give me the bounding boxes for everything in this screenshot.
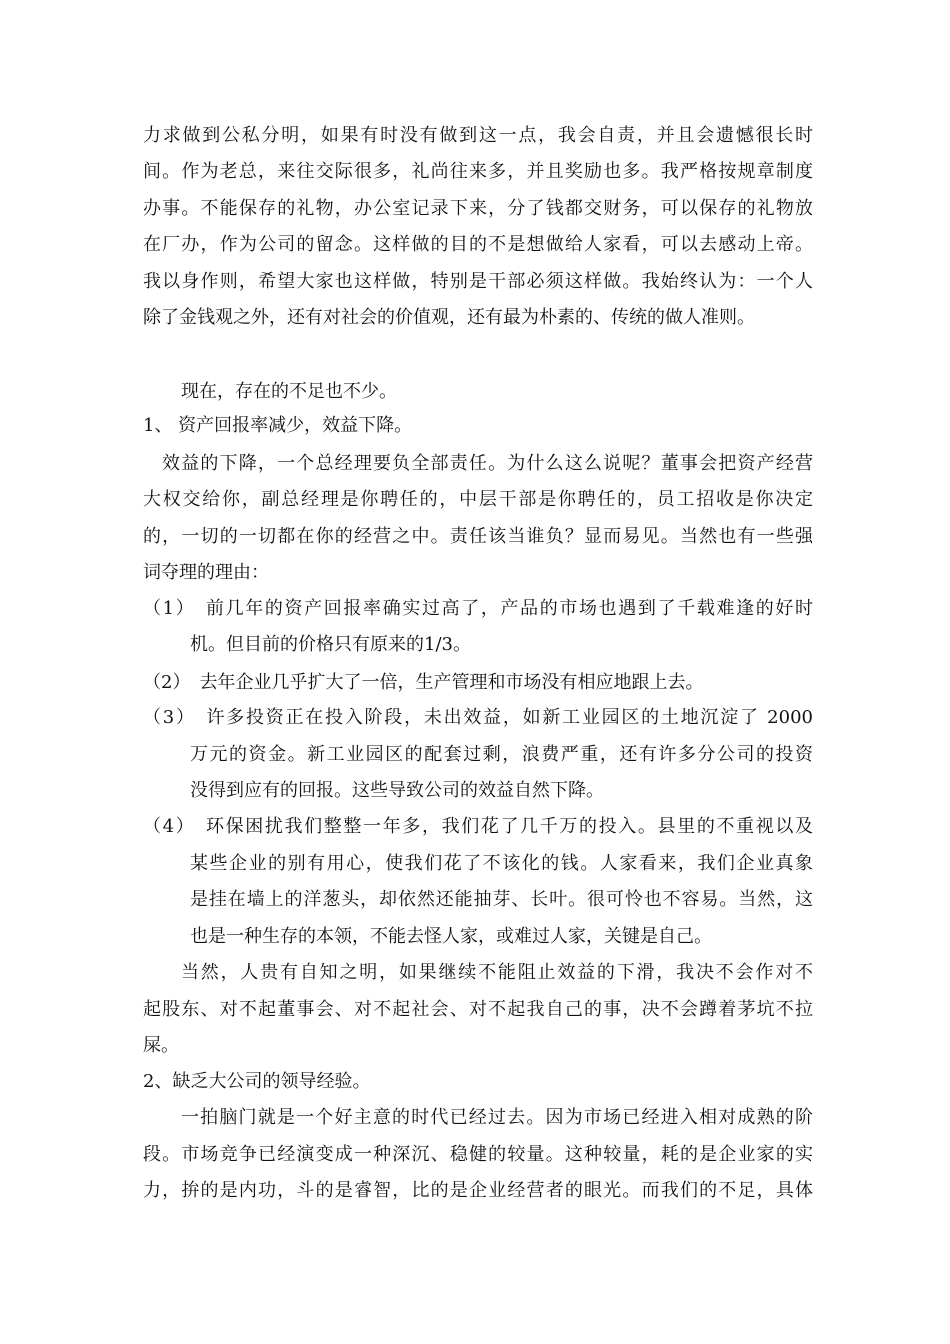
paragraph-line: 大权交给你，副总经理是你聘任的，中层干部是你聘任的，员工招收是你决定 [143, 489, 813, 510]
paragraph-line: 屎。 [143, 1035, 179, 1056]
section-heading: 2、缺乏大公司的领导经验。 [143, 1071, 371, 1092]
paragraph-line: 效益的下降，一个总经理要负全部责任。为什么这么说呢？董事会把资产经营 [162, 453, 813, 474]
paragraph-line: 的，一切的一切都在你的经营之中。责任该当谁负？显而易见。当然也有一些强 [143, 526, 813, 547]
paragraph-line: 当然，人贵有自知之明，如果继续不能阻止效益的下滑，我决不会作对不 [181, 962, 813, 983]
list-item-4: （4） 环保困扰我们整整一年多，我们花了几千万的投入。县里的不重视以及 [143, 816, 813, 837]
list-item-3-cont: 没得到应有的回报。这些导致公司的效益自然下降。 [190, 780, 604, 801]
list-item-3: （3） 许多投资正在投入阶段，未出效益，如新工业园区的土地沉淀了 2000 [143, 707, 813, 728]
paragraph-line: 间。作为老总，来往交际很多，礼尚往来多，并且奖励也多。我严格按规章制度 [143, 161, 813, 182]
paragraph-line: 在厂办，作为公司的留念。这样做的目的不是想做给人家看，可以去感动上帝。 [143, 234, 813, 255]
paragraph-line: 词夺理的理由： [143, 562, 269, 583]
paragraph-line: 力求做到公私分明，如果有时没有做到这一点，我会自责，并且会遗憾很长时 [143, 125, 813, 146]
list-item-1: （1） 前几年的资产回报率确实过高了，产品的市场也遇到了千载难逢的好时 [143, 598, 813, 619]
list-item-4-cont: 是挂在墙上的洋葱头，却依然还能抽芽、长叶。很可怜也不容易。当然，这 [190, 889, 813, 910]
list-item-2: （2） 去年企业几乎扩大了一倍，生产管理和市场没有相应地跟上去。 [143, 672, 704, 693]
list-item-4-cont: 也是一种生存的本领，不能去怪人家，或难过人家，关键是自己。 [190, 926, 712, 947]
paragraph-line: 除了金钱观之外，还有对社会的价值观，还有最为朴素的、传统的做人准则。 [143, 307, 755, 328]
section-heading: 1、 资产回报率减少，效益下降。 [143, 415, 413, 436]
paragraph-line: 我以身作则，希望大家也这样做，特别是干部必须这样做。我始终认为：一个人 [143, 271, 813, 292]
paragraph-line: 办事。不能保存的礼物，办公室记录下来，分了钱都交财务，可以保存的礼物放 [143, 198, 813, 219]
paragraph-line: 段。市场竞争已经演变成一种深沉、稳健的较量。这种较量，耗的是企业家的实 [143, 1144, 813, 1165]
paragraph-line: 力，拚的是内功，斗的是睿智，比的是企业经营者的眼光。而我们的不足，具体 [143, 1180, 813, 1201]
paragraph-line: 一拍脑门就是一个好主意的时代已经过去。因为市场已经进入相对成熟的阶 [181, 1107, 813, 1128]
list-item-4-cont: 某些企业的别有用心，使我们花了不该化的钱。人家看来，我们企业真象 [190, 853, 813, 874]
section-intro: 现在，存在的不足也不少。 [181, 381, 397, 402]
paragraph-line: 起股东、对不起董事会、对不起社会、对不起我自己的事，决不会蹲着茅坑不拉 [143, 999, 813, 1020]
list-item-3-cont: 万元的资金。新工业园区的配套过剩，浪费严重，还有许多分公司的投资 [190, 744, 813, 765]
list-item-1-cont: 机。但目前的价格只有原来的1/3。 [190, 634, 471, 655]
